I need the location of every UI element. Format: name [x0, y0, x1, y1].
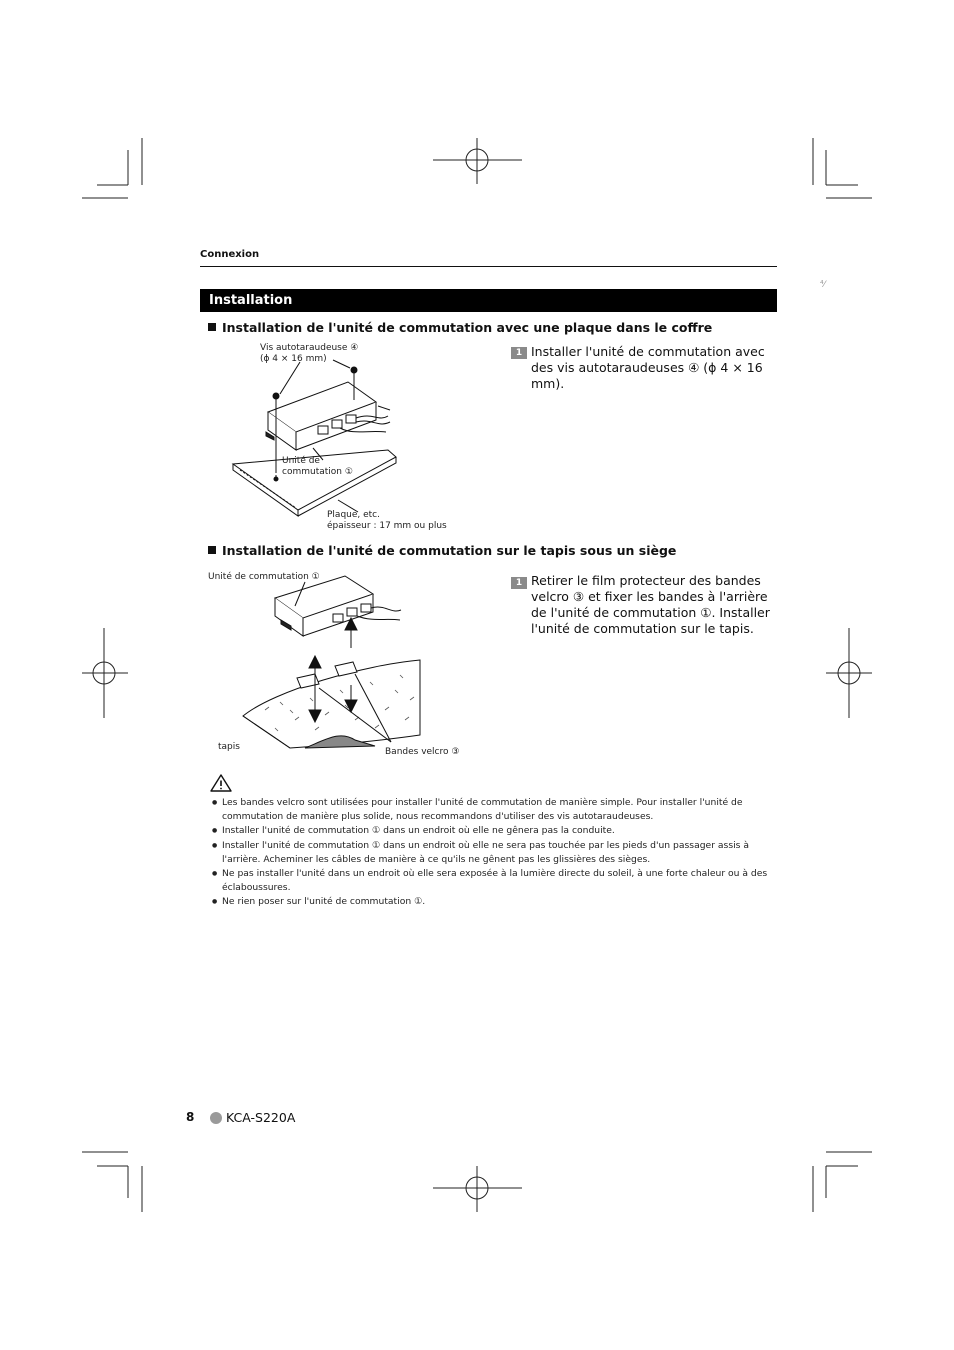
label-screw: Vis autotaraudeuse ④ (ɸ 4 × 16 mm)	[260, 343, 359, 364]
warning-list	[212, 796, 777, 910]
square-bullet-icon	[208, 546, 216, 554]
carpet-step-text: Retirer le film protecteur des bandes velcro ③ et fixer les bandes à l'arrière de l'unité de commutation ①. Installer l'unité de commutation sur le tapis.	[531, 573, 770, 636]
model-name: KCA-S220A	[226, 1110, 296, 1125]
plate-step-text: Installer l'unité de commutation avec des vis autotaraudeuses ④ (ɸ 4 × 16 mm).	[531, 344, 765, 391]
carpet-install-heading: Installation de l'unité de commutation sur le tapis sous un siège	[208, 543, 676, 558]
warning-item: ● Installer l'unité de commutation ① dans un endroit où elle ne sera pas touchée par les pieds d'un passager assis à l'arrière. Acheminer les câbles de manière à ce qu'ils ne gênent pas les glissières des sièges.	[212, 839, 777, 867]
label-switching-unit-carpet: Unité de commutation ①	[208, 572, 320, 582]
section-title: Installation	[200, 289, 777, 312]
square-bullet-icon	[208, 323, 216, 331]
warning-item: ● Les bandes velcro sont utilisées pour installer l'unité de commutation de manière simple. Pour installer l'unité de commutation de manière plus solide, nous recommandons d'utiliser des vis autotaraudeuses.	[212, 796, 777, 824]
step-badge: 1	[511, 577, 527, 589]
warning-item: ● Ne pas installer l'unité dans un endroit où elle sera exposée à la lumière directe du soleil, à une forte chaleur ou à des éclaboussures.	[212, 867, 777, 895]
warning-triangle-icon	[209, 773, 233, 793]
label-switching-unit: Unité de commutation ①	[282, 456, 353, 477]
step-badge: 1	[511, 347, 527, 359]
warning-item: ● Ne rien poser sur l'unité de commutation ①.	[212, 895, 777, 909]
running-head: Connexion	[200, 249, 260, 260]
plate-install-heading: Installation de l'unité de commutation avec une plaque dans le coffre	[208, 320, 712, 335]
footer-dot-icon	[210, 1112, 222, 1124]
warning-item: ● Installer l'unité de commutation ① dans un endroit où elle ne gênera pas la conduite.	[212, 824, 777, 838]
header-rule	[200, 266, 777, 267]
label-plate: Plaque, etc. épaisseur : 17 mm ou plus	[327, 510, 447, 531]
margin-mark: ⁴⁄	[820, 280, 826, 290]
page-number: 8	[186, 1110, 195, 1124]
label-carpet: tapis	[218, 742, 240, 752]
carpet-install-illustration	[215, 570, 430, 760]
label-velcro: Bandes velcro ③	[385, 747, 460, 757]
